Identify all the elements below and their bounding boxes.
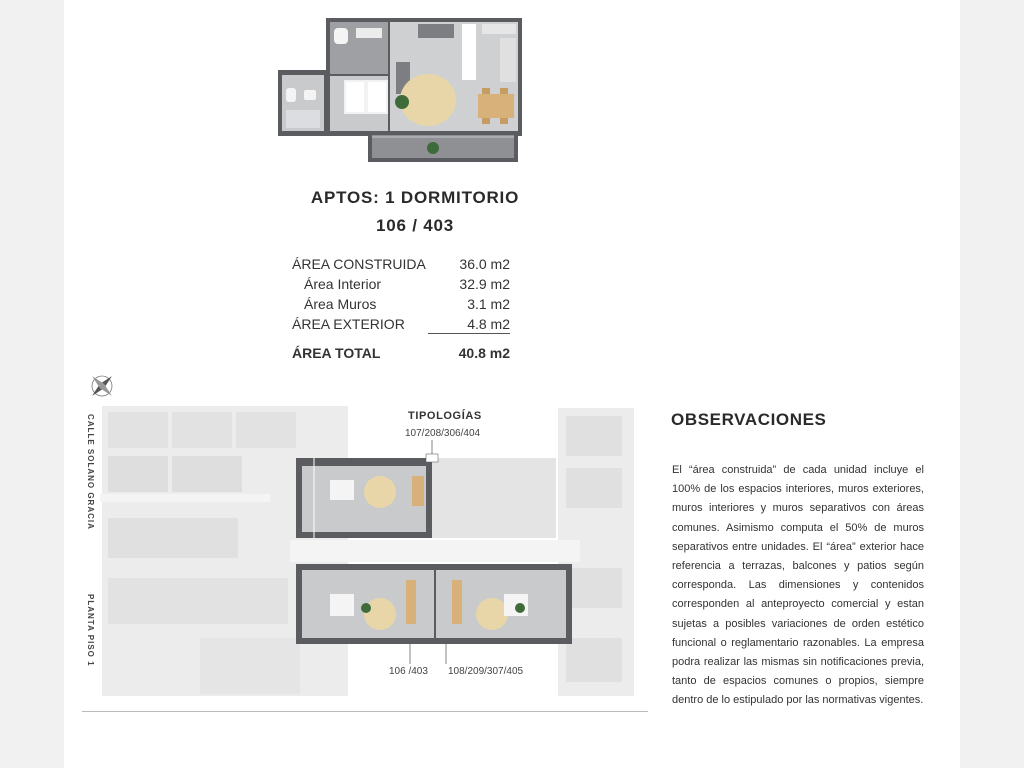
observations-body: El “área construida” de cada unidad incluye el 100% de los espacios interiores, muros exteriores, muros interiores y muros separativos con áreas comunes. Asimismo computa el 50% de muros separativos entre unidades. El “área” exterior hace referencia a terrazas, balcones y patios según corresponda. Las dimensiones y contenidos corresponden al anteproyecto comercial y estan sujetas a posibles variaciones de orden estético funcional o reglamentario razonables. La empresa podra realizar las mismas sin notificaciones previa, tanto de espacios comunes o propios, siempre dentro de lo estipulado por las normativas vigentes. [672,464,924,707]
street-label: CALLE SOLANO GRACIA [86,414,95,530]
area-row-interior [292,274,510,294]
area-row-exterior [292,314,510,334]
area-value: 4.8 m2 [467,316,510,332]
area-table [292,254,510,364]
total-label: ÁREA TOTAL [292,345,381,361]
typology-label-bottom-left: 106 /403 [389,666,428,677]
typology-label-top: 107/208/306/404 [405,428,481,439]
apartment-units: 106 / 403 [375,216,455,235]
floor-plan [80,368,640,698]
area-label: Área Muros [304,296,377,312]
floor-label: PLANTA PISO 1 [86,594,95,667]
area-value: 32.9 m2 [459,276,510,292]
area-row-muros [292,294,510,314]
compass-icon [90,374,114,398]
unit-floor-plan [278,18,523,163]
plan-baseline [82,711,648,712]
observations-title: OBSERVACIONES [671,410,827,429]
area-row-total [292,342,510,364]
area-label: ÁREA CONSTRUIDA [292,256,426,272]
area-row-construida [292,254,510,274]
total-divider [428,333,510,334]
area-value: 36.0 m2 [459,256,510,272]
area-label: ÁREA EXTERIOR [292,316,405,332]
typology-label-bottom-right: 108/209/307/405 [448,666,524,677]
total-value: 40.8 m2 [458,345,510,361]
typologies-title: TIPOLOGÍAS [408,410,482,422]
area-label: Área Interior [304,276,382,292]
area-value: 3.1 m2 [467,296,510,312]
apartment-title: APTOS: 1 DORMITORIO [310,188,520,207]
